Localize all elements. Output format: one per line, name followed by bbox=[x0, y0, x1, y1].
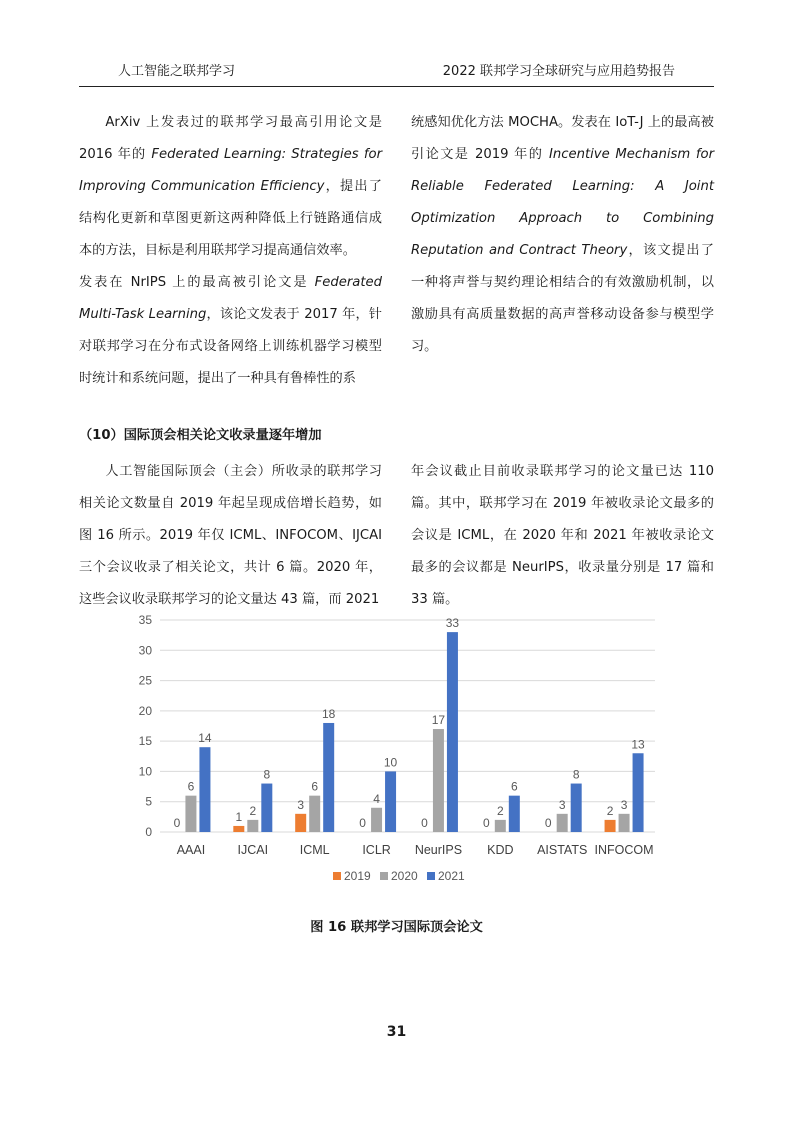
bar-ijcai-2021 bbox=[261, 784, 272, 832]
figure-caption: 图 16 联邦学习国际顶会论文 bbox=[310, 920, 483, 935]
y-tick-label: 0 bbox=[145, 825, 152, 839]
legend-swatch-2020 bbox=[380, 872, 388, 880]
x-tick-label: IJCAI bbox=[237, 843, 269, 857]
legend-label: 2019 bbox=[344, 869, 371, 883]
paragraph-conference-detail: 年会议截止目前收录联邦学习的论文量已达 110 篇。其中，联邦学习在 2019 年被收录论文最多的会议是 ICML，在 2020 年和 2021 年被收录论文最多的会议都是 NeurIPS，收录量分别是 17 篇和 33 篇。 bbox=[411, 464, 714, 607]
data-label: 33 bbox=[445, 616, 460, 631]
bar-neurips-2021 bbox=[447, 632, 458, 832]
bar-kdd-2021 bbox=[509, 796, 520, 832]
data-label: 14 bbox=[198, 731, 212, 746]
bar-aaai-2021 bbox=[199, 747, 210, 832]
y-tick-label: 10 bbox=[138, 764, 152, 779]
x-tick-label: KDD bbox=[487, 843, 514, 857]
data-label: 0 bbox=[173, 816, 181, 830]
data-label: 10 bbox=[383, 755, 398, 770]
y-tick-label: 25 bbox=[138, 673, 152, 688]
data-label: 1 bbox=[235, 809, 243, 824]
header-divider bbox=[79, 86, 714, 87]
data-label: 2 bbox=[249, 803, 257, 818]
bar-infocom-2019 bbox=[605, 820, 616, 832]
bar-neurips-2020 bbox=[433, 729, 444, 832]
data-label: 3 bbox=[558, 797, 566, 812]
legend-label: 2020 bbox=[391, 869, 418, 883]
top-right-column bbox=[411, 107, 714, 363]
data-label: 4 bbox=[373, 791, 380, 806]
bar-ijcai-2020 bbox=[247, 820, 258, 832]
data-label: 6 bbox=[510, 779, 518, 794]
bar-aaai-2020 bbox=[185, 796, 196, 832]
x-tick-label: AAAI bbox=[176, 843, 206, 857]
bottom-right-column bbox=[411, 456, 714, 616]
bar-chart bbox=[120, 610, 670, 895]
data-label: 2 bbox=[496, 803, 504, 818]
data-label: 8 bbox=[572, 767, 580, 782]
data-label: 2 bbox=[606, 803, 614, 818]
bar-kdd-2020 bbox=[495, 820, 506, 832]
x-tick-label: NeurIPS bbox=[414, 843, 463, 857]
x-tick-label: ICML bbox=[299, 843, 330, 857]
paragraph-conference-intro: 人工智能国际顶会（主会）所收录的联邦学习相关论文数量自 2019 年起呈现成倍增长趋势，如图 16 所示。2019 年仅 ICML、INFOCOM、IJCAI 三个会议收录了相关论文，共计 6 篇。2020 年，这些会议收录联邦学习的论文量达 43 篇，而 2021 bbox=[79, 464, 382, 607]
x-tick-label: AISTATS bbox=[537, 843, 588, 857]
bar-iclr-2021 bbox=[385, 771, 396, 832]
bar-infocom-2020 bbox=[619, 814, 630, 832]
data-label: 0 bbox=[359, 816, 366, 830]
data-label: 6 bbox=[311, 779, 319, 794]
data-label: 0 bbox=[421, 816, 428, 830]
y-tick-label: 5 bbox=[145, 794, 152, 809]
bar-icml-2020 bbox=[309, 796, 320, 832]
data-label: 6 bbox=[187, 779, 195, 794]
paragraph-iotj: 统感知优化方法 MOCHA。发表在 IoT-J 上的最高被引论文是 2019 年的 Incentive Mechanism for Reliable Federated Learning: A Joint Optimization Approach to Combining Reputation and Contract Theory，该文提出了一种将声誉与契约理论相结合的有效激励机制，以激励具有高质量数据的高声誉移动设备参与模型学习。 bbox=[411, 115, 714, 354]
page-number: 31 bbox=[386, 1024, 407, 1040]
paragraph-arxiv: ArXiv 上发表过的联邦学习最高引用论文是 2016 年的 Federated Learning: Strategies for Improving Communication Efficiency，提出了结构化更新和草图更新这两种降低上行链路通信成本的方法，目标是利用联邦学习提高通信效率。 bbox=[79, 115, 382, 258]
legend-swatch-2021 bbox=[427, 872, 435, 880]
data-label: 13 bbox=[631, 737, 645, 752]
bar-ijcai-2019 bbox=[233, 826, 244, 832]
bar-iclr-2020 bbox=[371, 808, 382, 832]
bar-infocom-2021 bbox=[633, 753, 644, 832]
bar-aistats-2020 bbox=[557, 814, 568, 832]
header-left-title: 人工智能之联邦学习 bbox=[118, 64, 236, 79]
bar-chart-svg bbox=[120, 610, 670, 895]
header-right-title: 2022 联邦学习全球研究与应用趋势报告 bbox=[442, 64, 675, 79]
bar-aistats-2021 bbox=[571, 784, 582, 832]
bar-icml-2021 bbox=[323, 723, 334, 832]
data-label: 0 bbox=[544, 816, 552, 830]
data-label: 17 bbox=[431, 713, 446, 728]
bottom-left-column bbox=[79, 456, 382, 616]
data-label: 0 bbox=[482, 816, 490, 830]
data-label: 3 bbox=[297, 797, 305, 812]
y-tick-label: 15 bbox=[138, 734, 152, 749]
y-tick-label: 30 bbox=[138, 643, 152, 658]
data-label: 18 bbox=[322, 706, 336, 721]
legend-swatch-2019 bbox=[333, 872, 341, 880]
x-tick-label: ICLR bbox=[362, 843, 391, 857]
x-tick-label: INFOCOM bbox=[594, 843, 654, 857]
y-tick-label: 20 bbox=[138, 703, 152, 718]
y-tick-label: 35 bbox=[138, 613, 152, 627]
section-title: （10）国际顶会相关论文收录量逐年增加 bbox=[79, 428, 322, 443]
bar-icml-2019 bbox=[295, 814, 306, 832]
data-label: 8 bbox=[263, 767, 271, 782]
paragraph-nrips: 发表在 NrIPS 上的最高被引论文是 Federated Multi-Task Learning，该论文发表于 2017 年，针对联邦学习在分布式设备网络上训练机器学习模型时统计和系统问题，提出了一种具有鲁棒性的系 bbox=[79, 275, 382, 386]
data-label: 3 bbox=[620, 797, 628, 812]
top-left-column bbox=[79, 107, 382, 395]
legend-label: 2021 bbox=[438, 869, 465, 883]
